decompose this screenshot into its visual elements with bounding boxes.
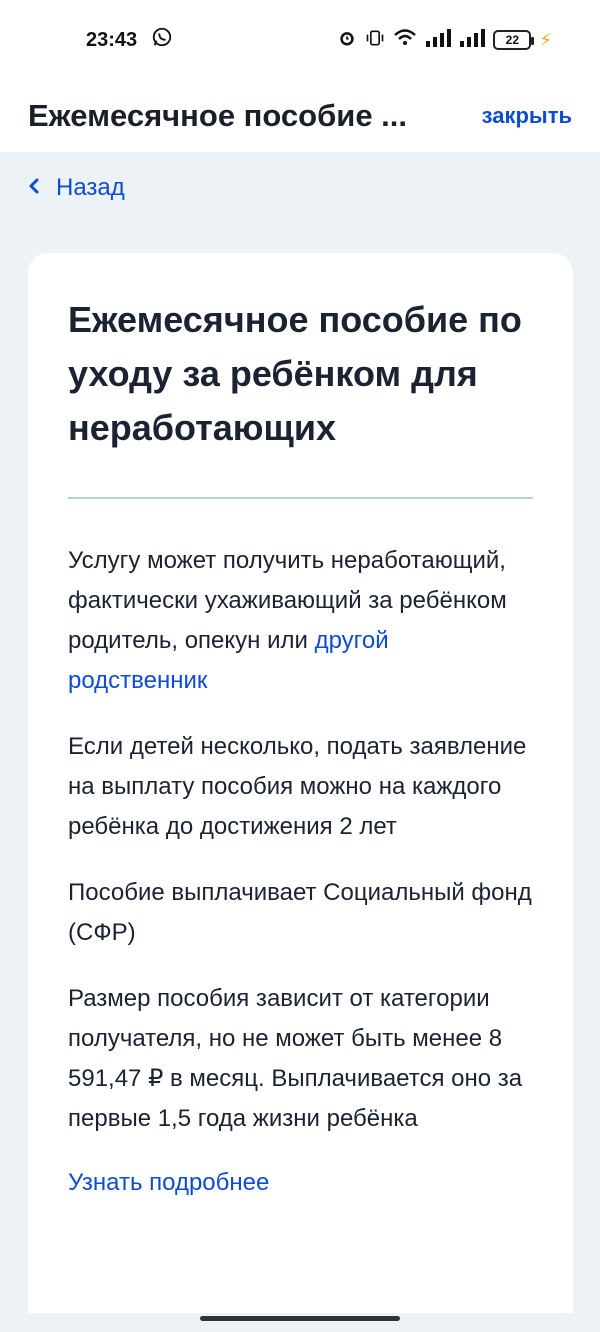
multiple-children-text: Если детей несколько, подать заявление на выплату пособия можно на каждого ребёнка до достижения 2 лет xyxy=(68,733,527,840)
eligibility-text xyxy=(68,541,533,701)
app-title: Ежемесячное пособие ... xyxy=(28,98,408,133)
status-left xyxy=(86,26,173,54)
service-card xyxy=(28,253,573,1313)
status-bar xyxy=(0,0,600,80)
alarm-icon xyxy=(337,28,357,53)
eligibility-text-body: Услугу может получить неработающий, фактически ухаживающий за ребёнком родитель, опекун или xyxy=(68,547,507,654)
learn-more-link[interactable]: Узнать подробнее xyxy=(68,1169,270,1196)
amount-text: Размер пособия зависит от категории получателя, но не может быть менее 8 591,47 ₽ в месяц. Выплачивается оно за первые 1,5 года жизни ребёнка xyxy=(68,985,523,1132)
vibrate-icon xyxy=(365,28,385,53)
close-button[interactable]: закрыть xyxy=(481,103,572,128)
wifi-icon xyxy=(393,28,417,53)
signal-icon xyxy=(425,28,451,53)
back-label: Назад xyxy=(56,174,125,201)
status-time: 23:43 xyxy=(86,28,138,51)
signal-icon-2 xyxy=(459,28,485,53)
status-right xyxy=(337,28,552,53)
charging-icon: ⚡ xyxy=(539,29,552,50)
home-indicator[interactable] xyxy=(200,1316,400,1321)
back-button[interactable] xyxy=(28,174,125,202)
divider xyxy=(68,497,533,499)
app-bar xyxy=(0,80,600,152)
payer-text: Пособие выплачивает Социальный фонд (СФР) xyxy=(68,879,532,946)
other-relative-link[interactable]: другой родственник xyxy=(68,627,389,694)
chevron-left-icon xyxy=(28,174,40,202)
battery-level: 22 xyxy=(505,33,520,47)
whatsapp-icon xyxy=(151,26,173,54)
battery-icon xyxy=(493,30,531,50)
page-title: Ежемесячное пособие по уходу за ребёнком для неработающих xyxy=(68,299,522,448)
